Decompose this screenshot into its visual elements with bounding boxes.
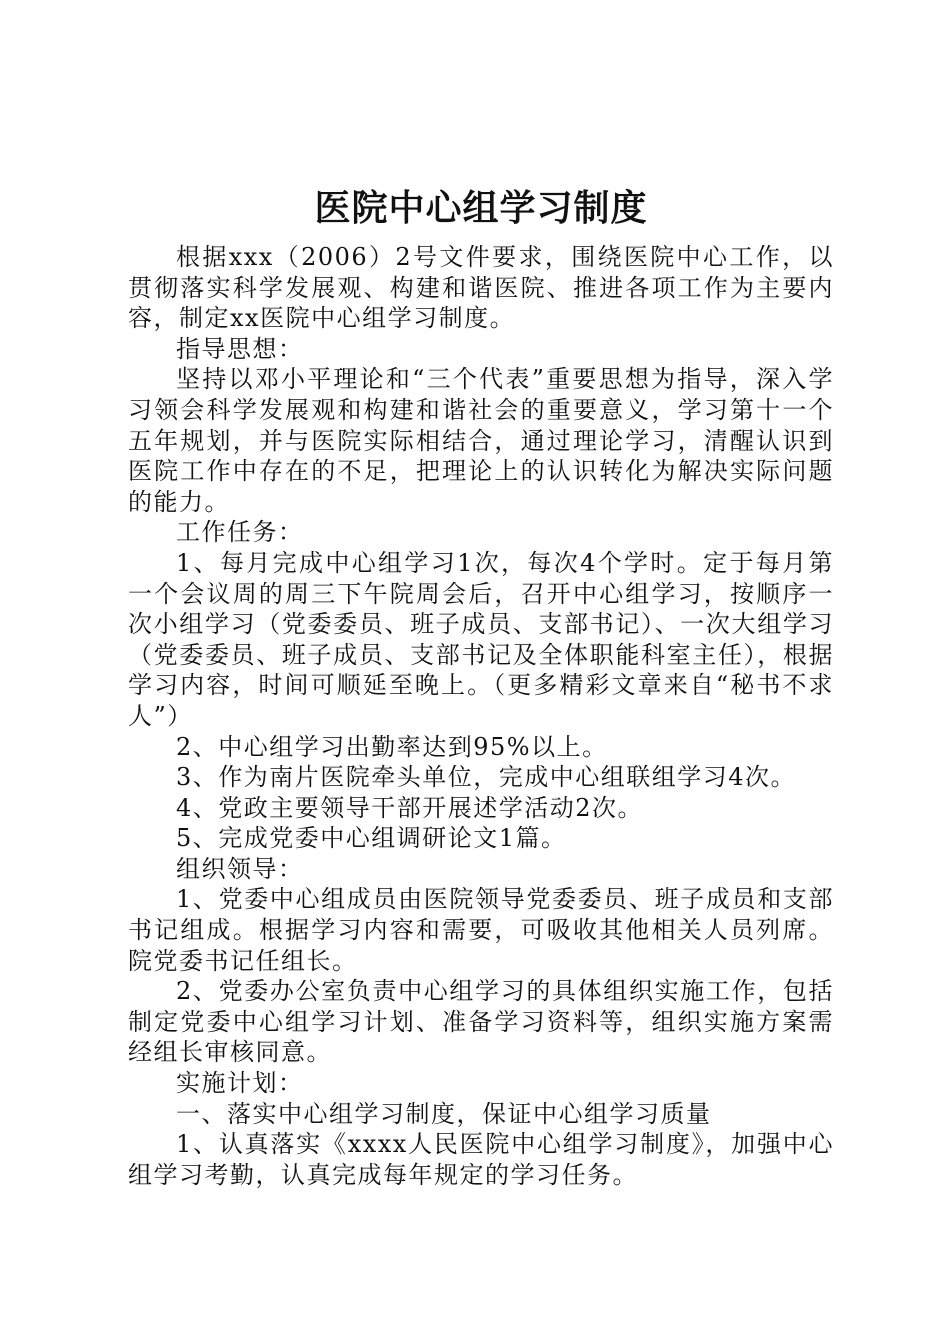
work-task-item: 5、完成党委中心组调研论文1篇。	[176, 824, 567, 853]
work-task-item: 4、党政主要领导干部开展述学活动2次。	[176, 793, 644, 822]
heading-guiding-thought: 指导思想：	[176, 334, 304, 363]
document-title: 医院中心组学习制度	[314, 187, 648, 229]
document-content	[128, 180, 834, 1190]
plan-item: 1、认真落实《xxxx人民医院中心组学习制度》，加强中心组学习考勤，认真完成每年规定的学习任务。	[128, 1130, 834, 1189]
work-task-item: 2、中心组学习出勤率达到95%以上。	[176, 732, 608, 761]
heading-work-tasks: 工作任务：	[176, 518, 304, 547]
paragraph-intro: 根据xxx（2006）2号文件要求，围绕医院中心工作，以贯彻落实科学发展观、构建和谐医院、推进各项工作为主要内容，制定xx医院中心组学习制度。	[128, 243, 834, 333]
heading-organization: 组织领导：	[176, 854, 304, 883]
organization-item: 2、党委办公室负责中心组学习的具体组织实施工作，包括制定党委中心组学习计划、准备学习资料等，组织实施方案需经组长审核同意。	[128, 977, 834, 1067]
work-task-item: 3、作为南片医院牵头单位，完成中心组联组学习4次。	[176, 763, 797, 792]
heading-implementation-plan: 实施计划：	[176, 1069, 304, 1098]
work-task-item: 1、每月完成中心组学习1次，每次4个学时。定于每月第一个会议周的周三下午院周会后，召开中心组学习，按顺序一次小组学习（党委委员、班子成员、支部书记）、一次大组学习（党委委员、班子成员、支部书记及全体职能科室主任），根据学习内容，时间可顺延至晚上。（更多精彩文章来自“秘书不求人”）	[128, 548, 834, 730]
plan-section-heading: 一、落实中心组学习制度，保证中心组学习质量	[176, 1099, 712, 1128]
paragraph-guiding-thought: 坚持以邓小平理论和“三个代表”重要思想为指导，深入学习领会科学发展观和构建和谐社会的重要意义，学习第十一个五年规划，并与医院实际相结合，通过理论学习，清醒认识到医院工作中存在的不足，把理论上的认识转化为解决实际问题的能力。	[128, 365, 834, 516]
organization-item: 1、党委中心组成员由医院领导党委委员、班子成员和支部书记组成。根据学习内容和需要，可吸收其他相关人员列席。院党委书记任组长。	[128, 885, 834, 975]
